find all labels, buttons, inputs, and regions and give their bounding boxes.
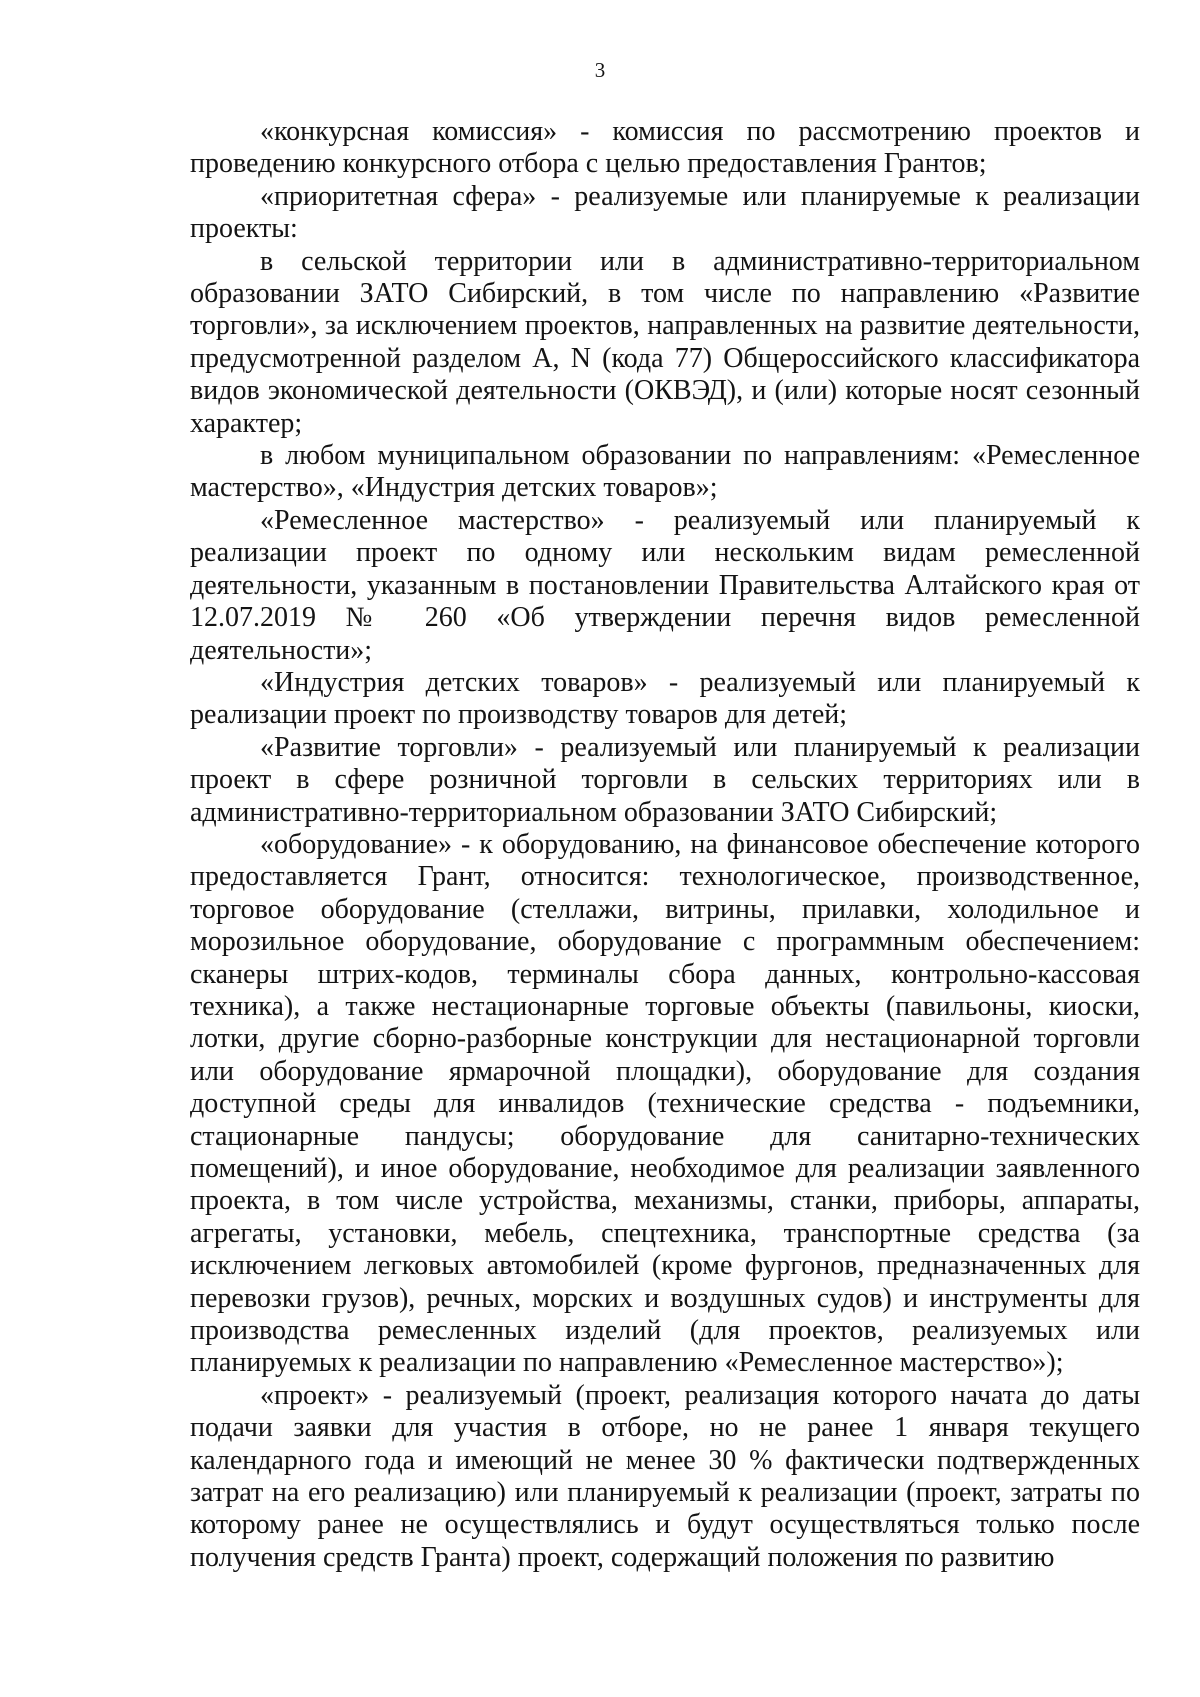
paragraph-prioritetnaya-sfera: «приоритетная сфера» - реализуемые или планируемые к реализации проекты:	[190, 180, 1140, 245]
paragraph-oborudovanie: «оборудование» - к оборудованию, на финансовое обеспечение которого предоставляется Грант, относится: технологическое, производственное, торговое оборудование (стеллажи, витрины, прилавки, холодильное и морозильное оборудование, оборудование с программным обеспечением: сканеры штрих-кодов, терминалы сбора данных, контрольно-кассовая техника), а также нестационарные торговые объекты (павильоны, киоски, лотки, другие сборно-разборные конструкции для нестационарной торговли или оборудование ярмарочной площадки), оборудование для создания доступной среды для инвалидов (технические средства - подъемники, стационарные пандусы; оборудование для санитарно-технических помещений), и иное оборудование, необходимое для реализации заявленного проекта, в том числе устройства, механизмы, станки, приборы, аппараты, агрегаты, установки, мебель, спецтехника, транспортные средства (за исключением легковых автомобилей (кроме фургонов, предназначенных для перевозки грузов), речных, морских и воздушных судов) и инструменты для производства ремесленных изделий (для проектов, реализуемых или планируемых к реализации по направлению «Ремесленное мастерство»);	[190, 828, 1140, 1379]
paragraph-proekt: «проект» - реализуемый (проект, реализация которого начата до даты подачи заявки для участия в отборе, но не ранее 1 января текущего календарного года и имеющий не менее 30 % фактически подтвержденных затрат на его реализацию) или планируемый к реализации (проект, затраты по которому ранее не осуществлялись и будут осуществляться только после получения средств Гранта) проект, содержащий положения по развитию	[190, 1379, 1140, 1573]
paragraph-razvitie-torgovli: «Развитие торговли» - реализуемый или планируемый к реализации проект в сфере розничной торговли в сельских территориях или в административно-территориальном образовании ЗАТО Сибирский;	[190, 731, 1140, 828]
paragraph-konkursnaya-komissiya: «конкурсная комиссия» - комиссия по рассмотрению проектов и проведению конкурсного отбора с целью предоставления Грантов;	[190, 116, 1140, 180]
paragraph-remeslennoe-masterstvo: «Ремесленное мастерство» - реализуемый или планируемый к реализации проект по одному или нескольким видам ремесленной деятельности, указанным в постановлении Правительства Алтайского края от 12.07.2019 № 260 «Об утверждении перечня видов ремесленной деятельности»;	[190, 504, 1140, 666]
page-number: 3	[594, 58, 606, 82]
paragraph-lyuboe-municipalnoe-obrazovanie: в любом муниципальном образовании по направлениям: «Ремесленное мастерство», «Индустрия детских товаров»;	[190, 440, 1140, 504]
paragraph-selskaya-territoriya: в сельской территории или в административно-территориальном образовании ЗАТО Сибирский, в том числе по направлению «Развитие торговли», за исключением проектов, направленных на развитие деятельности, предусмотренной разделом А, N (кода 77) Общероссийского классификатора видов экономической деятельности (ОКВЭД), и (или) которые носят сезонный характер;	[190, 245, 1140, 439]
paragraph-industriya-detskih-tovarov: «Индустрия детских товаров» - реализуемый или планируемый к реализации проект по производству товаров для детей;	[190, 666, 1140, 731]
document-body	[190, 116, 1140, 1574]
